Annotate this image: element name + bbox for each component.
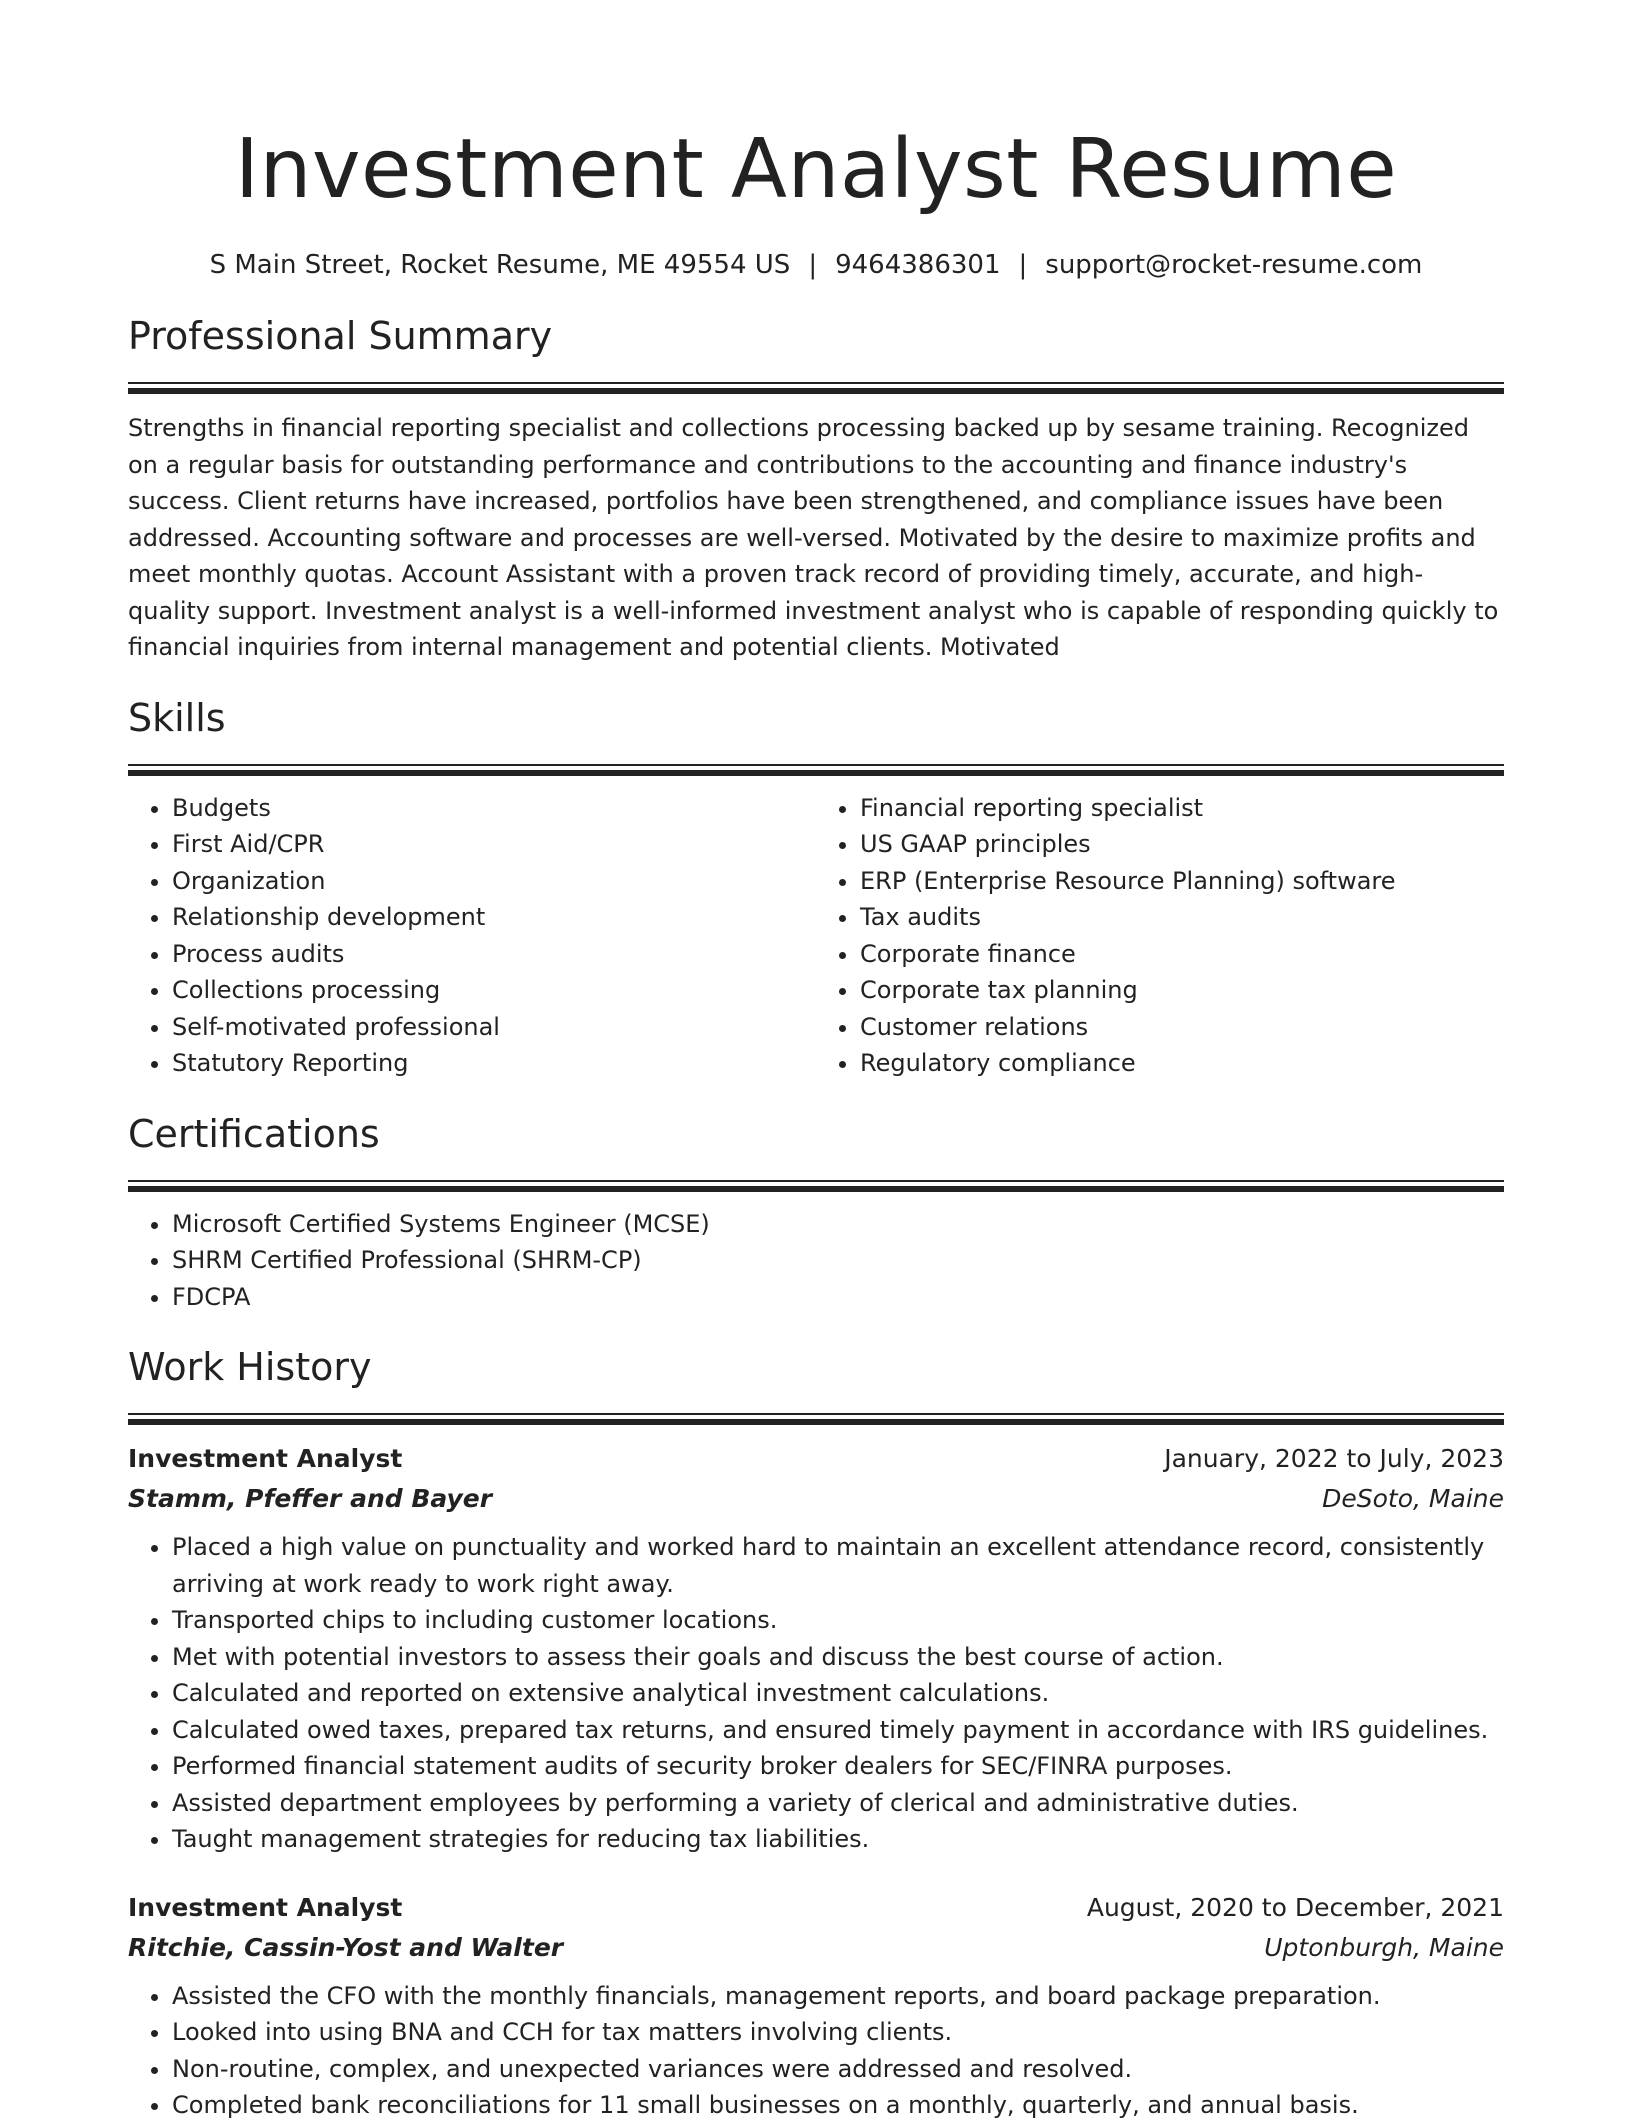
job-bullet: • Taught management strategies for reducing tax liabilities.: [172, 1821, 1504, 1858]
job-bullet: • Non-routine, complex, and unexpected variances were addressed and resolved.: [172, 2051, 1504, 2088]
contact-address: S Main Street, Rocket Resume, ME 49554 US: [209, 250, 791, 280]
skill-item: • Statutory Reporting: [172, 1045, 816, 1082]
job-bullet: • Assisted department employees by performing a variety of clerical and administrative duties.: [172, 1785, 1504, 1822]
contact-phone: 9464386301: [835, 250, 1001, 280]
job-header-row: [128, 1888, 1504, 1928]
skill-item: • Relationship development: [172, 899, 816, 936]
section-heading: Certifications: [128, 1111, 380, 1156]
contact-separator: |: [1018, 250, 1028, 280]
skill-item: • Process audits: [172, 936, 816, 973]
section-heading: Work History: [128, 1345, 372, 1389]
job-location: Uptonburgh, Maine: [1264, 1932, 1504, 1962]
job-location: DeSoto, Maine: [1322, 1484, 1504, 1513]
job-dates: August, 2020 to December, 2021: [1086, 1892, 1504, 1922]
job-bullet: • Transported chips to including customer locations.: [172, 1602, 1504, 1639]
job-bullet: • Looked into using BNA and CCH for tax matters involving clients.: [172, 2014, 1504, 2051]
section-divider: [128, 382, 1504, 394]
skills-columns: [128, 790, 1504, 1082]
job-bullet: • Performed financial statement audits of security broker dealers for SEC/FINRA purposes.: [172, 1748, 1504, 1785]
skill-item: • Collections processing: [172, 972, 816, 1009]
job-title: Investment Analyst: [128, 1892, 403, 1922]
skill-item: • First Aid/CPR: [172, 826, 816, 863]
job-subheader-row: [128, 1479, 1504, 1519]
skill-item: • US GAAP principles: [860, 826, 1504, 863]
job-bullet: • Assisted the CFO with the monthly financials, management reports, and board package preparation.: [172, 1978, 1504, 2015]
job-company: Stamm, Pfeffer and Bayer: [128, 1484, 493, 1513]
job-bullets: [128, 1529, 1504, 1858]
section-divider: [128, 1413, 1504, 1425]
certification-item: • SHRM Certified Professional (SHRM-CP): [172, 1242, 1504, 1279]
resume-title: Investment Analyst Resume: [234, 122, 1398, 217]
section-divider: [128, 764, 1504, 776]
job-title: Investment Analyst: [128, 1444, 403, 1473]
skill-item: • Corporate finance: [860, 936, 1504, 973]
job-bullet: • Calculated owed taxes, prepared tax returns, and ensured timely payment in accordance with IRS guidelines.: [172, 1712, 1504, 1749]
contact-line: [128, 248, 1504, 282]
summary-text: Strengths in financial reporting specialist and collections processing backed up by sesame training. Recognized on a regular basis for outstanding performance and contributions to the accounting and finance industry's success. Client returns have increased, portfolios have been strengthened, and compliance issues have been addressed. Accounting software and processes are well-versed. Motivated by the desire to maximize profits and meet monthly quotas. Account Assistant with a proven track record of providing timely, accurate, and high-quality support. Investment analyst is a well-informed investment analyst who is capable of responding quickly to financial inquiries from internal management and potential clients. Motivated: [128, 414, 1499, 661]
skills-list-right: [816, 790, 1504, 1082]
job-header-row: [128, 1439, 1504, 1479]
job-bullet: • Calculated and reported on extensive analytical investment calculations.: [172, 1675, 1504, 1712]
skill-item: • Tax audits: [860, 899, 1504, 936]
job-subheader-row: [128, 1928, 1504, 1968]
certifications-list: [128, 1206, 1504, 1316]
job-bullets: [128, 1978, 1504, 2124]
section-work-history: [128, 1343, 1504, 2124]
section-certifications: [128, 1110, 1504, 1316]
skill-item: • Customer relations: [860, 1009, 1504, 1046]
job-entry: [128, 1439, 1504, 1858]
job-bullet: • Completed bank reconciliations for 11 small businesses on a monthly, quarterly, and annual basis.: [172, 2087, 1504, 2124]
section-heading: Professional Summary: [128, 314, 553, 358]
contact-email: support@rocket-resume.com: [1045, 250, 1423, 280]
section-skills: [128, 694, 1504, 1082]
certifications-list-wrapper: [128, 1206, 1504, 1316]
skill-item: • Self-motivated professional: [172, 1009, 816, 1046]
skill-item: • Budgets: [172, 790, 816, 827]
skill-item: • ERP (Enterprise Resource Planning) software: [860, 863, 1504, 900]
contact-separator: |: [808, 250, 818, 280]
section-divider: [128, 1180, 1504, 1192]
skill-item: • Financial reporting specialist: [860, 790, 1504, 827]
job-bullet: • Met with potential investors to assess their goals and discuss the best course of action.: [172, 1639, 1504, 1676]
certification-item: • Microsoft Certified Systems Engineer (MCSE): [172, 1206, 1504, 1243]
skills-list-left: [128, 790, 816, 1082]
job-dates: January, 2022 to July, 2023: [1164, 1444, 1504, 1473]
section-heading: Skills: [128, 695, 226, 740]
job-company: Ritchie, Cassin-Yost and Walter: [128, 1932, 564, 1962]
skill-item: • Organization: [172, 863, 816, 900]
job-bullet: • Placed a high value on punctuality and worked hard to maintain an excellent attendance record, consistently arriving at work ready to work right away.: [172, 1529, 1504, 1602]
job-entry: [128, 1888, 1504, 2124]
skill-item: • Corporate tax planning: [860, 972, 1504, 1009]
section-professional-summary: [128, 312, 1504, 666]
skill-item: • Regulatory compliance: [860, 1045, 1504, 1082]
certification-item: • FDCPA: [172, 1279, 1504, 1316]
